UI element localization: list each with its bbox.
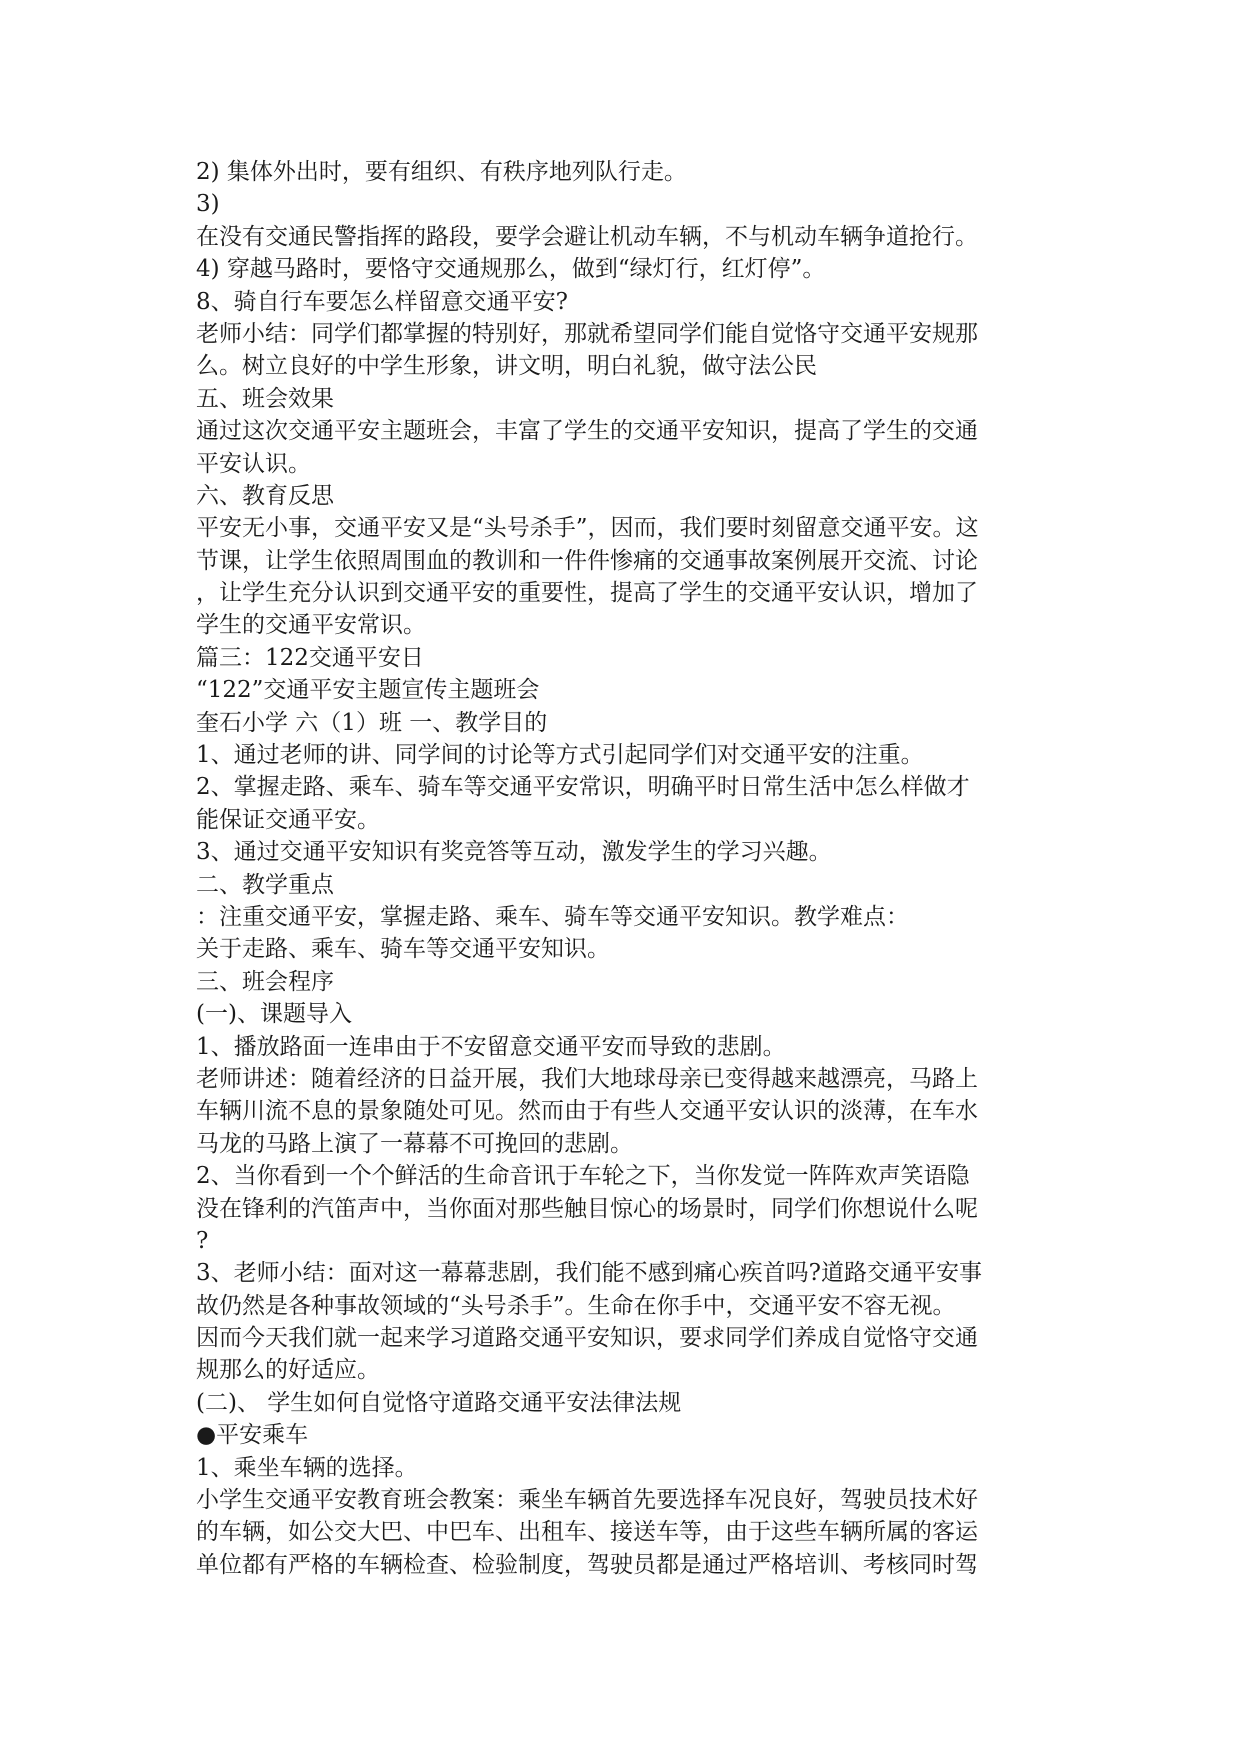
- text-line: 3、通过交通平安知识有奖竞答等互动，激发学生的学习兴趣。: [196, 839, 832, 866]
- text-line: 篇三：122交通平安日: [196, 644, 424, 671]
- text-line: 3、老师小结：面对这一幕幕悲剧，我们能不感到痛心疾首吗?道路交通平安事: [196, 1260, 982, 1287]
- text-line: ●平安乘车: [196, 1422, 309, 1449]
- text-line: ，让学生充分认识到交通平安的重要性，提高了学生的交通平安认识，增加了: [196, 580, 978, 607]
- text-line: 通过这次交通平安主题班会，丰富了学生的交通平安知识，提高了学生的交通: [196, 418, 978, 445]
- text-line: 4) 穿越马路时，要恪守交通规那么，做到“绿灯行，红灯停”。: [196, 256, 826, 283]
- text-line: 马龙的马路上演了一幕幕不可挽回的悲剧。: [196, 1130, 633, 1157]
- text-line: 三、班会程序: [196, 968, 334, 995]
- text-line: “122”交通平安主题宣传主题班会: [196, 677, 540, 704]
- text-line: 能保证交通平安。: [196, 806, 380, 833]
- text-line: 学生的交通平安常识。: [196, 612, 426, 639]
- text-line: 二、教学重点: [196, 871, 334, 898]
- text-line: 车辆川流不息的景象随处可见。然而由于有些人交通平安认识的淡薄，在车水: [196, 1098, 978, 1125]
- text-line: 奎石小学 六（1）班 一、教学目的: [196, 709, 548, 736]
- text-line: 1、乘坐车辆的选择。: [196, 1454, 418, 1481]
- text-line: 老师讲述：随着经济的日益开展，我们大地球母亲已变得越来越漂亮，马路上: [196, 1065, 978, 1092]
- text-line: 关于走路、乘车、骑车等交通平安知识。: [196, 936, 610, 963]
- text-line: 因而今天我们就一起来学习道路交通平安知识，要求同学们养成自觉恪守交通: [196, 1325, 978, 1352]
- text-line: 规那么的好适应。: [196, 1357, 380, 1384]
- text-line: 没在锋利的汽笛声中，当你面对那些触目惊心的场景时，同学们你想说什么呢: [196, 1195, 978, 1222]
- text-line: 2、当你看到一个个鲜活的生命音讯于车轮之下，当你发觉一阵阵欢声笑语隐: [196, 1163, 970, 1190]
- text-line: 2) 集体外出时，要有组织、有秩序地列队行走。: [196, 159, 687, 185]
- text-line: 故仍然是各种事故领域的“头号杀手”。生命在你手中，交通平安不容无视。: [196, 1292, 956, 1319]
- text-line: ：注重交通平安，掌握走路、乘车、骑车等交通平安知识。教学难点：: [196, 903, 909, 930]
- text-line: 1、播放路面一连串由于不安留意交通平安而导致的悲剧。: [196, 1033, 786, 1060]
- text-line: 节课，让学生依照周围血的教训和一件件惨痛的交通事故案例展开交流、讨论: [196, 547, 978, 574]
- text-line: 平安认识。: [196, 450, 311, 477]
- text-line: (二)、 学生如何自觉恪守道路交通平安法律法规: [196, 1389, 682, 1416]
- text-line: 的车辆，如公交大巴、中巴车、出租车、接送车等，由于这些车辆所属的客运: [196, 1519, 978, 1546]
- text-line: 在没有交通民警指挥的路段，要学会避让机动车辆，不与机动车辆争道抢行。: [196, 223, 978, 250]
- text-line: 五、班会效果: [196, 385, 334, 412]
- text-line: (一)、课题导入: [196, 1001, 352, 1028]
- text-line: 单位都有严格的车辆检查、检验制度，驾驶员都是通过严格培训、考核同时驾: [196, 1551, 978, 1578]
- text-line: ?: [196, 1227, 209, 1254]
- text-line: 么。树立良好的中学生形象，讲文明，明白礼貌，做守法公民: [196, 353, 817, 380]
- document-body: [196, 156, 1056, 1581]
- text-line: 老师小结：同学们都掌握的特别好，那就希望同学们能自觉恪守交通平安规那: [196, 320, 978, 347]
- text-line: 平安无小事，交通平安又是“头号杀手”，因而，我们要时刻留意交通平安。这: [196, 515, 979, 542]
- text-line: 小学生交通平安教育班会教案：乘坐车辆首先要选择车况良好，驾驶员技术好: [196, 1487, 978, 1514]
- text-line: 8、骑自行车要怎么样留意交通平安?: [196, 288, 568, 315]
- text-line: 2、掌握走路、乘车、骑车等交通平安常识，明确平时日常生活中怎么样做才: [196, 774, 970, 801]
- text-line: 3): [196, 191, 220, 218]
- text-line: 1、通过老师的讲、同学间的讨论等方式引起同学们对交通平安的注重。: [196, 742, 924, 769]
- text-line: 六、教育反思: [196, 482, 334, 509]
